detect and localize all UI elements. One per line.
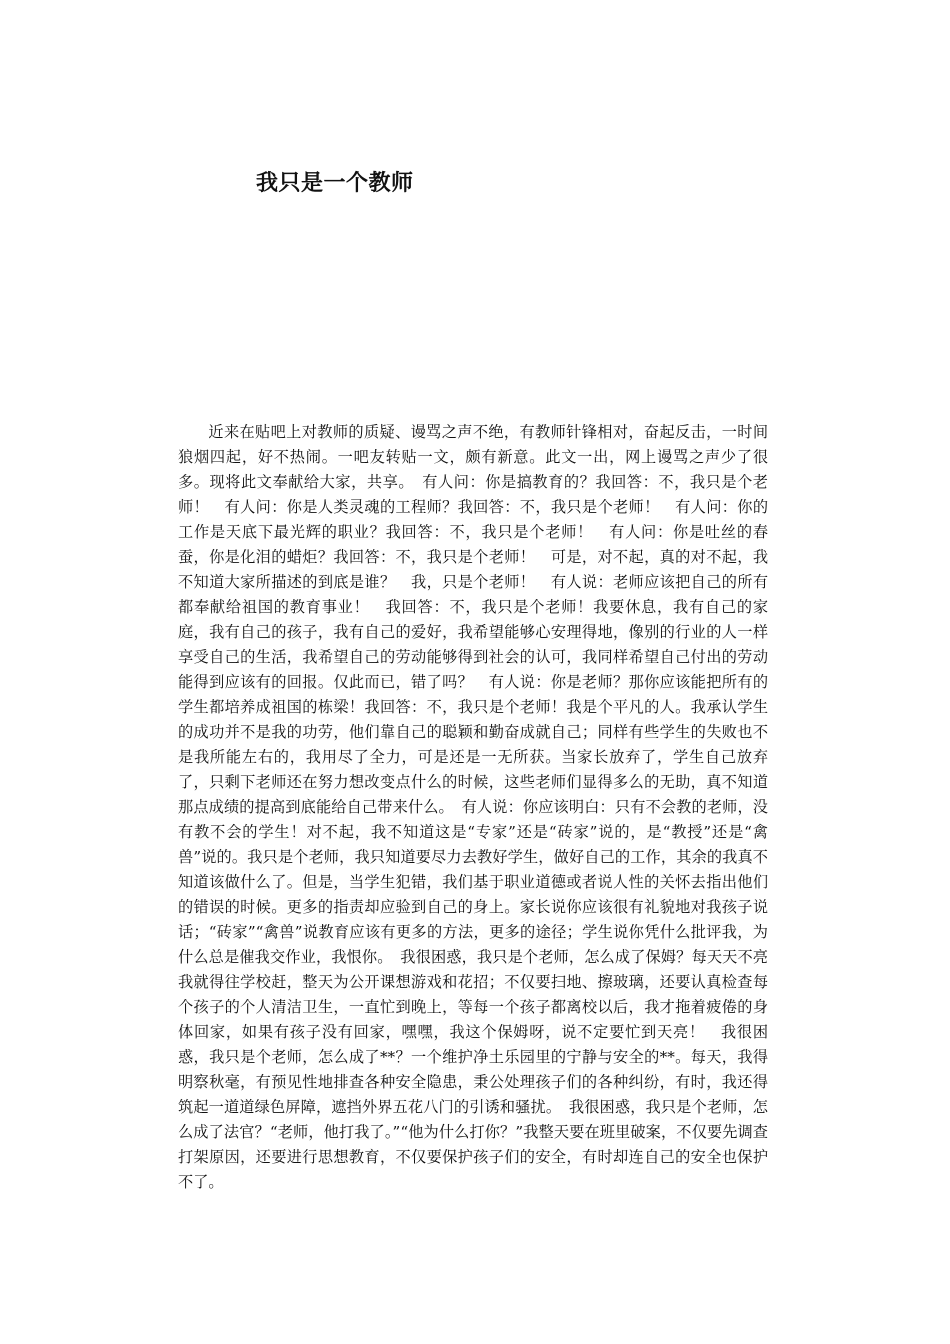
document-body-paragraph: 近来在贴吧上对教师的质疑、谩骂之声不绝，有教师针锋相对，奋起反击，一时间狼烟四起，好不热闹。一吧友转贴一文，颇有新意。此文一出，网上谩骂之声少了很多。现将此文奉献给大家，共享。 有人问：你是搞教育的？我回答：不，我只是个老师！ 有人问：你是人类灵魂的工程师？我回答：不，我只是个老师！ 有人问：你的工作是天底下最光辉的职业？我回答：不，我只是个老师！ 有人问：你是吐丝的春蚕，你是化泪的蜡炬？我回答：不，我只是个老师！ 可是，对不起，真的对不起，我不知道大家所描述的到底是谁？ 我，只是个老师！ 有人说：老师应该把自己的所有都奉献给祖国的教育事业！ 我回答：不，我只是个老师！我要休息，我有自己的家庭，我有自己的孩子，我有自己的爱好，我希望能够心安理得地，像别的行业的人一样享受自己的生活，我希望自己的劳动能够得到社会的认可，我同样希望自己付出的劳动能得到应该有的回报。仅此而已，错了吗？ 有人说：你是老师？那你应该能把所有的学生都培养成祖国的栋梁！我回答：不，我只是个老师！我是个平凡的人。我承认学生的成功并不是我的功劳，他们靠自己的聪颖和勤奋成就自己；同样有些学生的失败也不是我所能左右的，我用尽了全力，可是还是一无所获。当家长放弃了，学生自己放弃了，只剩下老师还在努力想改变点什么的时候，这些老师们显得多么的无助，真不知道那点成绩的提高到底能给自己带来什么。 有人说：你应该明白：只有不会教的老师，没有教不会的学生！对不起，我不知道这是“专家”还是“砖家”说的，是“教授”还是“禽兽”说的。我只是个老师，我只知道要尽力去教好学生，做好自己的工作，其余的我真不知道该做什么了。但是，当学生犯错，我们基于职业道德或者说人性的关怀去指出他们的错误的时候。更多的指责却应验到自己的身上。家长说你应该很有礼貌地对我孩子说话；“砖家”“禽兽”说教育应该有更多的方法，更多的途径；学生说你凭什么批评我，为什么总是催我交作业，我恨你。 我很困惑，我只是个老师，怎么成了保姆？每天天不亮我就得往学校赶，整天为公开课想游戏和花招；不仅要扫地、擦玻璃，还要认真检查每个孩子的个人清洁卫生，一直忙到晚上，等每一个孩子都离校以后，我才拖着疲倦的身体回家，如果有孩子没有回家，嘿嘿，我这个保姆呀，说不定要忙到天亮！ 我很困惑，我只是个老师，怎么成了**？一个维护净土乐园里的宁静与安全的**。每天，我得明察秋毫，有预见性地排查各种安全隐患，秉公处理孩子们的各种纠纷，有时，我还得筑起一道道绿色屏障，遮挡外界五花八门的引诱和骚扰。 我很困惑，我只是个老师，怎么成了法官？“老师，他打我了。”“他为什么打你？”我整天要在班里破案，不仅要先调查打架原因，还要进行思想教育，不仅要保护孩子们的安全，有时却连自己的安全也保护不了。 xyxy=(178,423,768,1191)
document-title: 我只是一个教师 xyxy=(256,171,414,196)
